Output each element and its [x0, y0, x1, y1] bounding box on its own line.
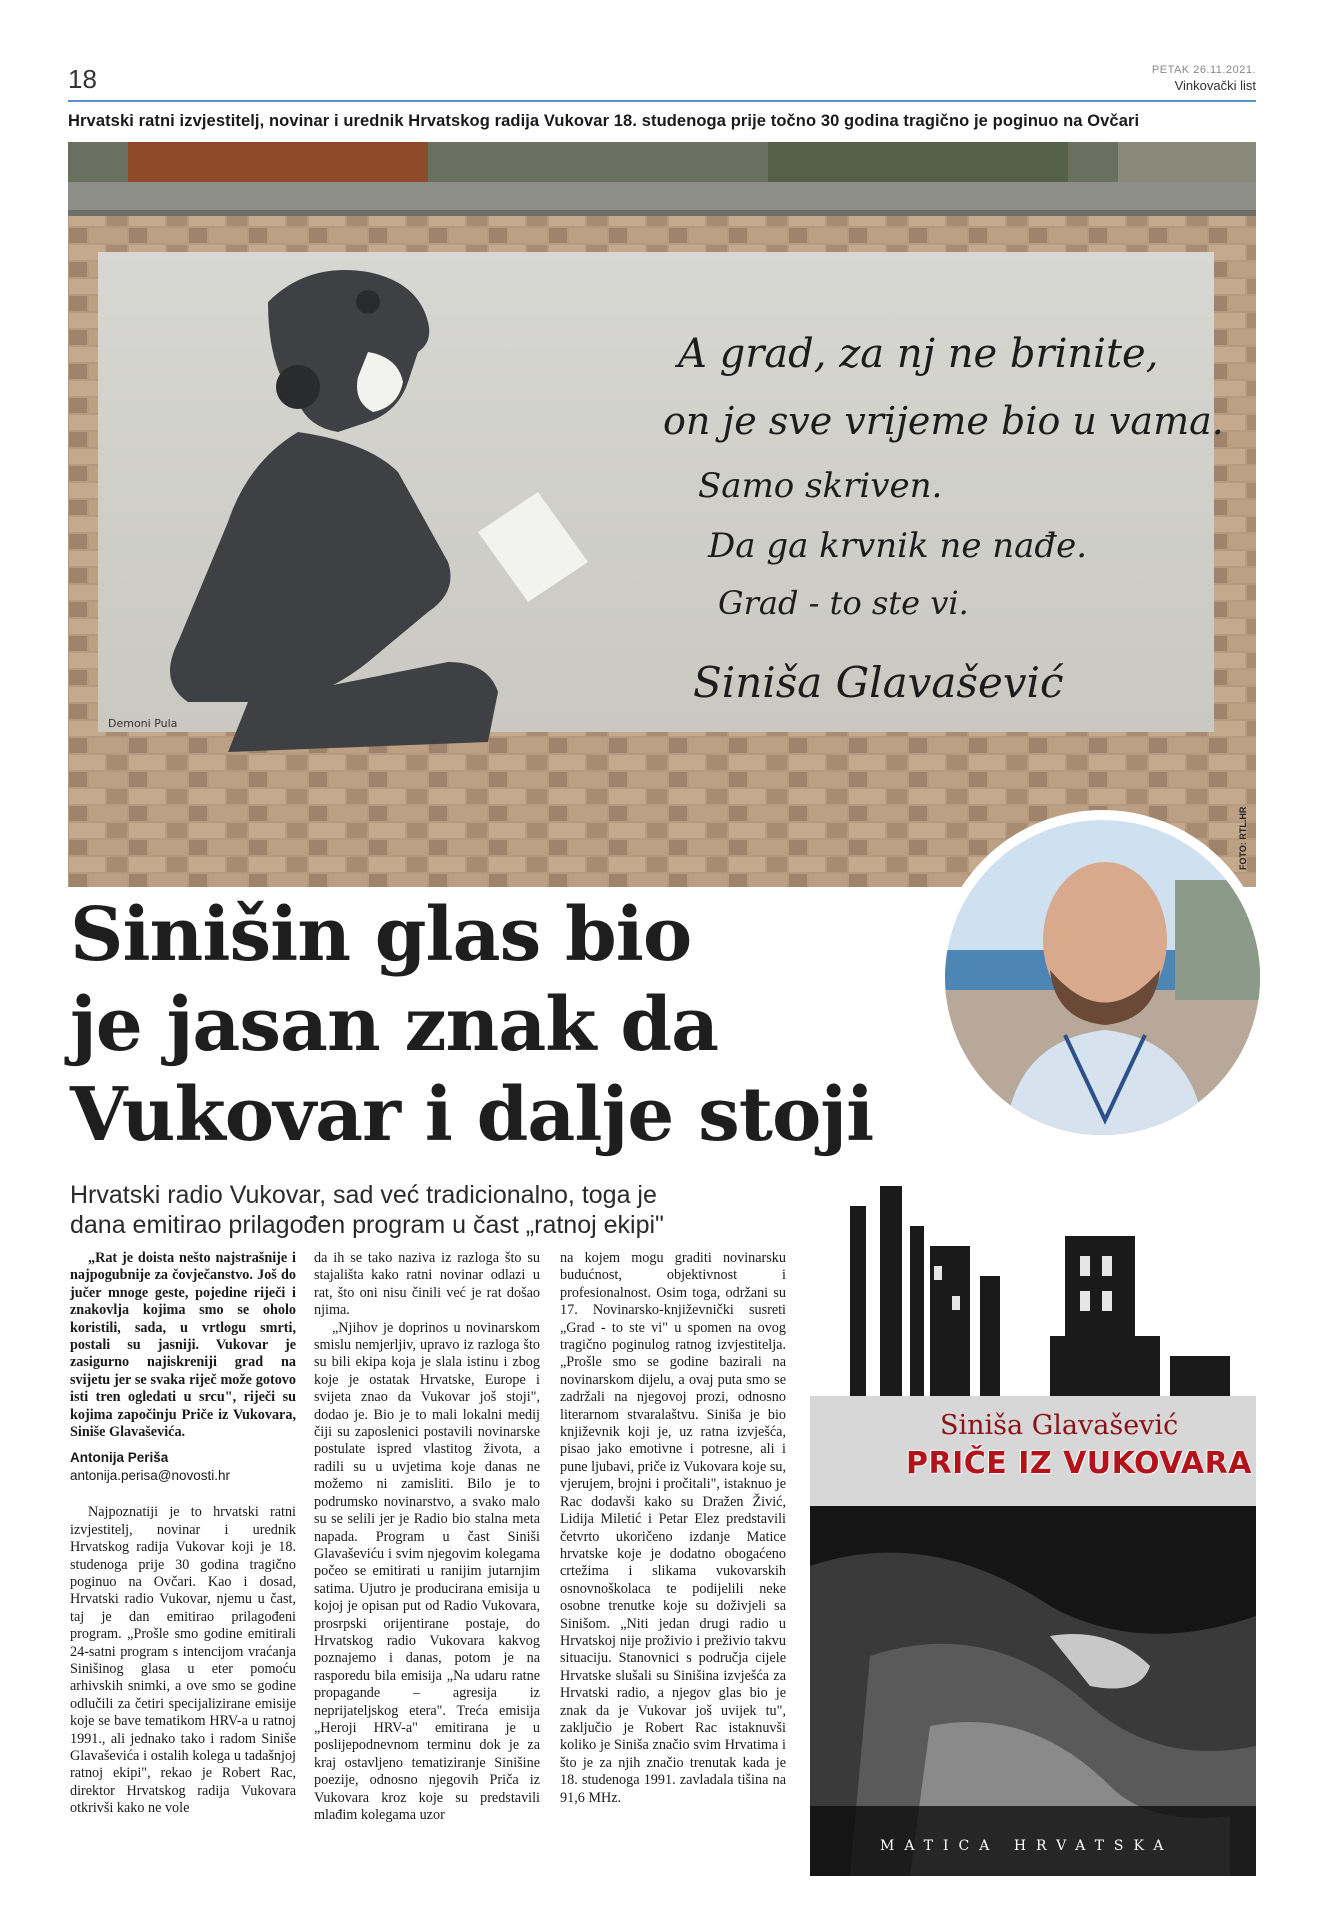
- subheadline-line-1: Hrvatski radio Vukovar, sad već tradicionalno, toga je: [70, 1181, 657, 1209]
- headline: [70, 890, 970, 1160]
- book-cover-author: Siniša Glavašević: [940, 1410, 1179, 1441]
- article-paragraph: da ih se tako naziva iz razloga što su stajališta kako ratni novinar odlazi u rat, što oni nisu činili već je rat došao njima.: [314, 1250, 540, 1319]
- mural-photo-illustration: [68, 142, 1256, 887]
- mural-photo: [68, 142, 1256, 887]
- headline-line-1: Sinišin glas bio: [70, 892, 692, 978]
- book-cover-illustration: [810, 1186, 1256, 1876]
- article-paragraph: „Njihov je doprinos u novinarskom smislu nemjerljiv, upravo iz razloga što su bili ekipa koja je slala istinu i zbog koje je ostatak Hrvatske, Europe i svijeta znao da Vukovar još stoji", dodao je. Bio je to mali lokalni medij čiji su zaposlenici postavili novinarske postulate ispred vlastitog života, a radili su u uvjetima koje danas ne možemo ni zamisliti. Bilo je to podrumsko novinarstvo, a svako malo su se selili jer je Radio bio stalna meta napada. Program u čast Siniši Glavaševiću i svim njegovim kolegama počeo se emitirati u ranijim jutarnjim satima. Ujutro je producirana emisija u kojoj je opisan put od Radio Vukovara, prosrpski orijentirane postaje, do Hrvatskog radio Vukovara kakvog poznajemo i danas, potom je na rasporedu bila emisija „Na udaru ratne propagande – agresija iz neprijateljskog etera". Treća emisija „Heroji HRV-a" emitirana je u poslijepodnevnom terminu dok je za kraj ostavljeno tematiziranje Sinišine poezije, odnosno njegovih Priča iz Vukovara kroz koje su predstavili mlađim kolegama uzor: [314, 1319, 540, 1823]
- book-cover: [810, 1186, 1256, 1876]
- book-cover-publisher: MATICA HRVATSKA: [880, 1838, 1174, 1854]
- author-portrait: [935, 810, 1270, 1145]
- article-lead: „Rat je doista nešto najstrašnije i najpogubnije za čovječanstvo. Još do jučer mnoge geste, pojedine riječi i znakovlja kojima smo se oholo koristili, sada, u vrtlogu smrti, postali su jasniji. Vukovar je zasigurno najiskreniji grad na svijetu jer se svaka riječ može gotovo isti tren ogledati u srcu", riječi su kojima započinju Priče iz Vukovara, Siniše Glavaševića.: [70, 1250, 296, 1441]
- kicker: Hrvatski ratni izvjestitelj, novinar i urednik Hrvatskog radija Vukovar 18. studenoga prije točno 30 godina tragično je poginuo na Ovčari: [68, 112, 1140, 130]
- byline-email[interactable]: antonija.perisa@novosti.hr: [70, 1467, 231, 1483]
- header-rule: [68, 100, 1256, 102]
- headline-line-2: je jasan znak da: [70, 982, 719, 1068]
- byline-author: Antonija Periša: [70, 1450, 169, 1466]
- article-paragraph: Najpoznatiji je to hrvatski ratni izvjestitelj, novinar i urednik Hrvatskog radija Vukovar koji je 18. studenoga prije 30 godina tragično poginuo na Ovčari. Kao i dosad, Hrvatski radio Vukovar, njemu u čast, taj je dan emitirao prilagođeni program. „Prošle smo godine emitirali 24-satni program s intencijom vraćanja Sinišinog glasa u eter pomoću arhivskih snimki, a ove smo se godine odlučili za četiri specijalizirane emisije koje se bave tematikom HRV-a u ratnoj 1991., ali jednako tako i radom Siniše Glavaševića i ostalih kolega u tadašnjoj ratnoj ekipi", rekao je Robert Rac, direktor Hrvatskog radija Vukovara otkrivši kako ne vole: [70, 1504, 296, 1817]
- article-column-1: [70, 1250, 296, 1818]
- poem-line-3: Samo skriven.: [698, 466, 943, 506]
- artist-tag: Demoni Pula: [108, 717, 178, 730]
- subheadline-line-2: dana emitirao prilagođen program u čast „ratnoj ekipi": [70, 1211, 664, 1239]
- photo-credit: FOTO: RTL.HR: [1238, 806, 1248, 870]
- publication-name: Vinkovački list: [1174, 78, 1256, 93]
- poem-line-4: Da ga krvnik ne nađe.: [708, 526, 1088, 566]
- headline-line-3: Vukovar i dalje stoji: [70, 1072, 874, 1158]
- article-column-2: [314, 1250, 540, 1824]
- issue-date: PETAK 26.11.2021.: [1151, 64, 1256, 76]
- book-cover-title: PRIČE IZ VUKOVARA: [906, 1446, 1252, 1481]
- article-column-3: [560, 1250, 786, 1807]
- subheadline: [70, 1180, 790, 1240]
- article-paragraph: na kojem mogu graditi novinarsku budućnost, objektivnost i profesionalnost. Osim toga, održani su 17. Novinarsko-književnički susreti „Grad - to ste vi" u spomen na ovog tragično poginulog ratnog izvjestitelja. „Prošle smo se godine bazirali na novinarskom dijelu, a ovaj puta smo se zadržali na njegovoj prozi, odnosno literarnom stvaralaštvu. Siniša je bio književnik koji je, uz ratna izvješća, pisao jako emotivne i potresne, ali i pune ljubavi, priče iz Vukovara koje su, vjerujem, brojni i pročitali", istaknuo je Rac dodavši kako su Dražen Živić, Lidija Miletić i Petar Elez predstavili četvrto ukoričeno izdanje Matice hrvatske koje je dodatno obogaćeno crtežima i slikama vukovarskih osnovnoškolaca te podijelili neke osobne trenutke koje su doživjeli sa Sinišom. „Niti jedan drugi radio u Hrvatskoj nije proživio i preživio takvu situaciju. Stanovnici s područja cijele Hrvatske slušali su Sinišina izvješća za Hrvatski radio, a njegov glas bio je znak da je Vukovar još uvijek tu", zaključio je Robert Rac istaknuvši koliko je Siniša značio svim Hrvatima i što je za njih značio trenutak kada je 18. studenoga 1991. zavladala tišina na 91,6 MHz.: [560, 1250, 786, 1806]
- poem-line-5: Grad - to ste vi.: [718, 584, 969, 622]
- mural-signature: Siniša Glavašević: [693, 658, 1064, 707]
- page-number: 18: [68, 64, 97, 94]
- poem-line-2: on je sve vrijeme bio u vama.: [663, 399, 1224, 443]
- poem-line-1: A grad, za nj ne brinite,: [678, 331, 1159, 377]
- portrait-illustration: [945, 820, 1260, 1135]
